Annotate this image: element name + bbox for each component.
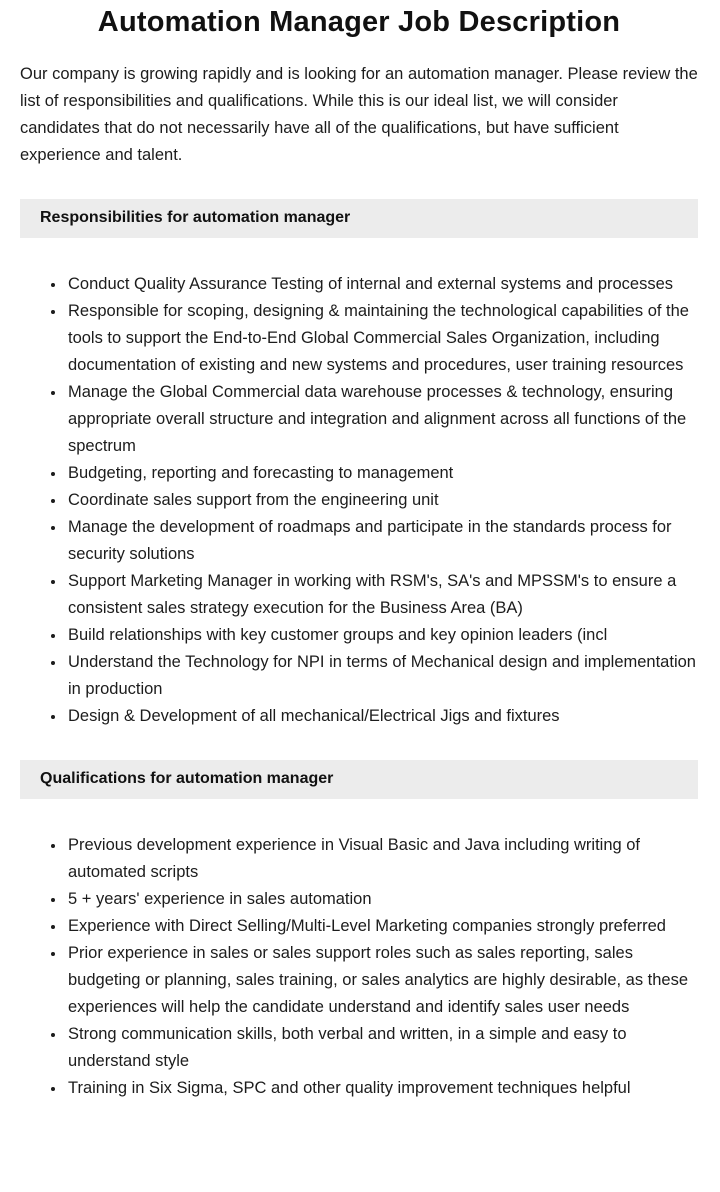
intro-paragraph: Our company is growing rapidly and is looking for an automation manager. Please review the list of responsibilities and qualifications. While this is our ideal list, we will consider candidates that do not necessarily have all of the qualifications, but have sufficient experience and talent.	[20, 65, 698, 164]
qualifications-list	[20, 832, 698, 1102]
qualification-list-item: • Strong communication skills, both verbal and written, in a simple and easy to understand style	[66, 1021, 698, 1075]
qualification-list-item: • Prior experience in sales or sales support roles such as sales reporting, sales budgeting or planning, sales training, or sales analytics are highly desirable, as these experiences will help the candidate understand and identify sales user needs	[66, 940, 698, 1021]
responsibility-list-item: • Budgeting, reporting and forecasting to management	[66, 460, 698, 487]
responsibility-list-item: • Manage the Global Commercial data warehouse processes & technology, ensuring appropriate overall structure and integration and alignment across all functions of the spectrum	[66, 379, 698, 460]
qualifications-section-heading	[20, 760, 698, 799]
qualification-list-item: • 5 + years' experience in sales automation	[66, 886, 698, 913]
responsibility-list-item: • Manage the development of roadmaps and participate in the standards process for security solutions	[66, 514, 698, 568]
responsibility-list-item: • Build relationships with key customer groups and key opinion leaders (incl	[66, 622, 698, 649]
qualification-list-item: • Training in Six Sigma, SPC and other quality improvement techniques helpful	[66, 1075, 698, 1102]
responsibilities-heading-label: Responsibilities for automation manager	[40, 209, 351, 226]
responsibilities-section-heading	[20, 199, 698, 238]
qualifications-section	[20, 760, 698, 1102]
responsibility-list-item: • Responsible for scoping, designing & maintaining the technological capabilities of the tools to support the End-to-End Global Commercial Sales Organization, including documentation of existing and new systems and procedures, user training resources	[66, 298, 698, 379]
responsibility-list-item: • Coordinate sales support from the engineering unit	[66, 487, 698, 514]
responsibility-list-item: • Design & Development of all mechanical/Electrical Jigs and fixtures	[66, 703, 698, 730]
page-title: Automation Manager Job Description	[97, 6, 621, 38]
qualification-list-item: • Experience with Direct Selling/Multi-Level Marketing companies strongly preferred	[66, 913, 698, 940]
responsibilities-section	[20, 199, 698, 730]
qualifications-heading-label: Qualifications for automation manager	[40, 770, 334, 787]
responsibility-list-item: • Conduct Quality Assurance Testing of internal and external systems and processes	[66, 271, 698, 298]
responsibilities-list	[20, 271, 698, 730]
qualification-list-item: • Previous development experience in Visual Basic and Java including writing of automated scripts	[66, 832, 698, 886]
responsibility-list-item: • Understand the Technology for NPI in terms of Mechanical design and implementation in production	[66, 649, 698, 703]
responsibility-list-item: • Support Marketing Manager in working with RSM's, SA's and MPSSM's to ensure a consistent sales strategy execution for the Business Area (BA)	[66, 568, 698, 622]
